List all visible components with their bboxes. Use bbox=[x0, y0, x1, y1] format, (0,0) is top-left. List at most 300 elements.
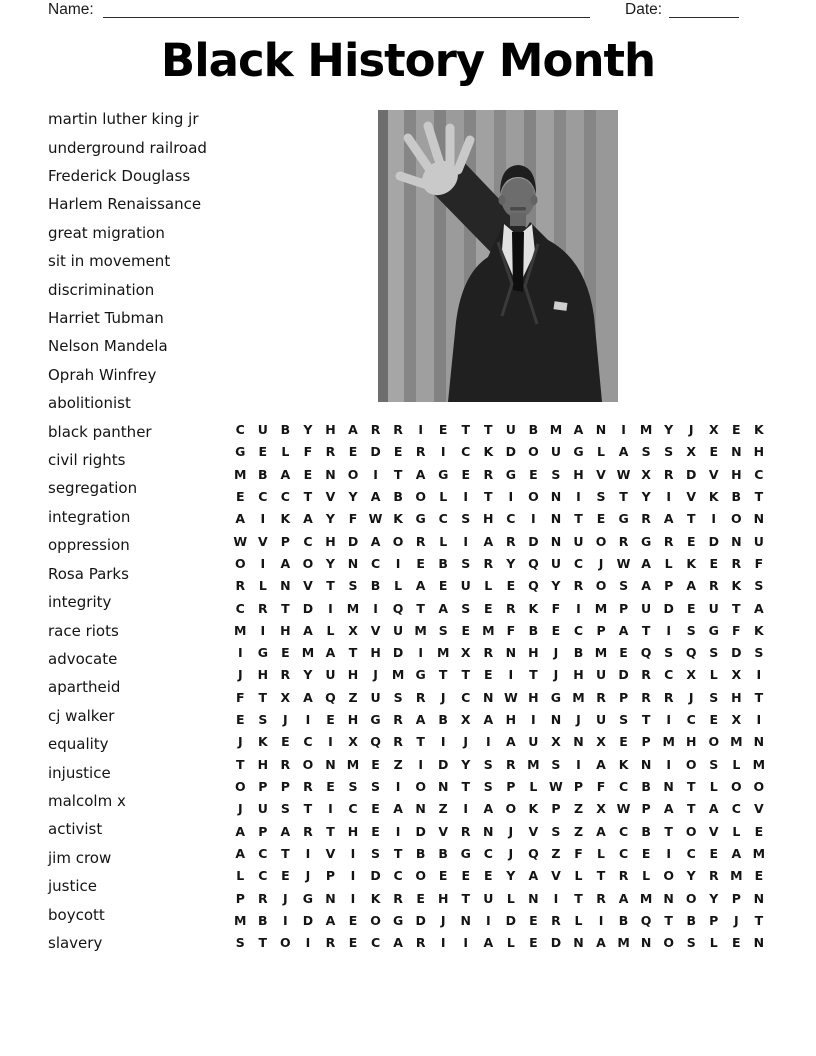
grid-letter[interactable]: I bbox=[463, 533, 469, 549]
grid-letter[interactable]: E bbox=[709, 444, 719, 460]
grid-letter[interactable]: J bbox=[508, 845, 514, 861]
grid-letter[interactable]: A bbox=[596, 935, 606, 951]
grid-letter[interactable]: N bbox=[325, 890, 336, 906]
grid-letter[interactable]: L bbox=[597, 444, 605, 460]
grid-letter[interactable]: R bbox=[258, 600, 268, 616]
grid-letter[interactable]: Q bbox=[640, 912, 652, 928]
grid-letter[interactable]: L bbox=[574, 912, 583, 928]
grid-letter[interactable]: I bbox=[260, 622, 266, 638]
grid-letter[interactable]: A bbox=[596, 756, 606, 772]
grid-letter[interactable]: L bbox=[326, 622, 335, 638]
grid-letter[interactable]: H bbox=[347, 712, 359, 728]
grid-letter[interactable]: H bbox=[731, 466, 742, 482]
grid-letter[interactable]: W bbox=[549, 779, 563, 794]
grid-letter[interactable]: R bbox=[460, 823, 471, 839]
grid-letter[interactable]: C bbox=[258, 868, 268, 884]
grid-letter[interactable]: I bbox=[485, 912, 491, 928]
grid-letter[interactable]: E bbox=[709, 845, 719, 861]
grid-letter[interactable]: G bbox=[415, 511, 426, 527]
grid-letter[interactable]: Y bbox=[641, 488, 651, 504]
grid-letter[interactable]: V bbox=[325, 488, 336, 504]
grid-letter[interactable]: N bbox=[347, 555, 359, 571]
grid-letter[interactable]: L bbox=[439, 533, 448, 549]
grid-letter[interactable]: H bbox=[528, 689, 539, 705]
grid-letter[interactable]: U bbox=[550, 444, 561, 460]
grid-letter[interactable]: J bbox=[305, 868, 311, 884]
grid-letter[interactable]: S bbox=[371, 845, 381, 861]
grid-letter[interactable]: D bbox=[528, 533, 539, 549]
grid-letter[interactable]: T bbox=[461, 667, 470, 683]
grid-letter[interactable]: B bbox=[528, 622, 539, 638]
grid-letter[interactable]: Y bbox=[506, 868, 516, 884]
grid-letter[interactable]: O bbox=[730, 779, 742, 794]
grid-letter[interactable]: A bbox=[483, 801, 494, 817]
grid-letter[interactable]: P bbox=[709, 912, 719, 928]
grid-letter[interactable]: V bbox=[686, 488, 697, 504]
grid-letter[interactable]: X bbox=[280, 689, 291, 705]
grid-letter[interactable]: S bbox=[664, 444, 674, 460]
grid-letter[interactable]: R bbox=[415, 533, 426, 549]
grid-letter[interactable]: A bbox=[731, 845, 742, 861]
grid-letter[interactable]: A bbox=[618, 622, 629, 638]
grid-letter[interactable]: I bbox=[531, 712, 536, 728]
grid-letter[interactable]: M bbox=[730, 868, 743, 884]
grid-letter[interactable]: H bbox=[347, 667, 359, 683]
grid-letter[interactable]: M bbox=[234, 622, 247, 638]
grid-letter[interactable]: R bbox=[415, 935, 426, 951]
grid-letter[interactable]: O bbox=[415, 779, 426, 794]
grid-letter[interactable]: E bbox=[461, 868, 471, 884]
grid-letter[interactable]: E bbox=[393, 444, 403, 460]
grid-letter[interactable]: E bbox=[709, 555, 719, 571]
grid-letter[interactable]: E bbox=[506, 578, 516, 594]
grid-letter[interactable]: S bbox=[483, 756, 493, 772]
grid-letter[interactable]: J bbox=[688, 422, 694, 437]
grid-letter[interactable]: E bbox=[258, 444, 268, 460]
grid-letter[interactable]: S bbox=[754, 645, 764, 661]
grid-letter[interactable]: K bbox=[708, 488, 719, 504]
grid-letter[interactable]: V bbox=[551, 868, 561, 884]
grid-letter[interactable]: A bbox=[686, 578, 697, 594]
grid-letter[interactable]: K bbox=[618, 756, 629, 772]
grid-letter[interactable]: N bbox=[550, 533, 562, 549]
grid-letter[interactable]: T bbox=[326, 578, 335, 594]
grid-letter[interactable]: Q bbox=[370, 734, 381, 750]
grid-letter[interactable]: D bbox=[392, 645, 404, 661]
grid-letter[interactable]: F bbox=[506, 622, 516, 638]
grid-letter[interactable]: R bbox=[325, 935, 336, 951]
grid-letter[interactable]: S bbox=[393, 689, 403, 705]
grid-letter[interactable]: F bbox=[574, 845, 583, 861]
grid-letter[interactable]: E bbox=[596, 511, 606, 527]
grid-letter[interactable]: T bbox=[732, 600, 741, 616]
grid-letter[interactable]: I bbox=[373, 600, 378, 616]
grid-letter[interactable]: E bbox=[303, 466, 313, 482]
grid-letter[interactable]: M bbox=[482, 622, 495, 638]
grid-letter[interactable]: I bbox=[711, 511, 717, 527]
grid-letter[interactable]: A bbox=[528, 868, 539, 884]
grid-letter[interactable]: E bbox=[461, 622, 471, 638]
grid-letter[interactable]: I bbox=[350, 845, 356, 861]
grid-letter[interactable]: X bbox=[731, 667, 742, 683]
grid-letter[interactable]: X bbox=[551, 734, 561, 750]
grid-letter[interactable]: N bbox=[753, 935, 765, 951]
grid-letter[interactable]: V bbox=[438, 823, 449, 839]
grid-letter[interactable]: A bbox=[415, 466, 426, 482]
grid-letter[interactable]: S bbox=[709, 645, 719, 661]
grid-letter[interactable]: P bbox=[641, 801, 651, 817]
grid-letter[interactable]: O bbox=[730, 511, 742, 527]
grid-letter[interactable]: S bbox=[686, 935, 696, 951]
grid-letter[interactable]: H bbox=[573, 466, 584, 482]
grid-letter[interactable]: W bbox=[616, 555, 631, 571]
grid-letter[interactable]: F bbox=[551, 600, 561, 616]
grid-letter[interactable]: S bbox=[461, 555, 471, 571]
grid-letter[interactable]: A bbox=[235, 823, 246, 839]
grid-letter[interactable]: I bbox=[395, 823, 401, 839]
grid-letter[interactable]: R bbox=[415, 689, 426, 705]
grid-letter[interactable]: V bbox=[370, 622, 381, 638]
grid-letter[interactable]: A bbox=[483, 533, 494, 549]
grid-letter[interactable]: T bbox=[484, 488, 493, 504]
grid-letter[interactable]: J bbox=[283, 890, 288, 906]
grid-letter[interactable]: N bbox=[731, 444, 742, 460]
grid-letter[interactable]: A bbox=[393, 935, 403, 951]
grid-letter[interactable]: C bbox=[664, 667, 674, 683]
grid-letter[interactable]: U bbox=[595, 667, 607, 683]
grid-letter[interactable]: J bbox=[373, 667, 378, 683]
grid-letter[interactable]: R bbox=[596, 890, 606, 906]
grid-letter[interactable]: Y bbox=[686, 868, 696, 884]
grid-letter[interactable]: X bbox=[641, 466, 651, 482]
grid-letter[interactable]: I bbox=[463, 801, 469, 817]
grid-letter[interactable]: D bbox=[347, 533, 359, 549]
grid-letter[interactable]: J bbox=[733, 912, 739, 928]
grid-letter[interactable]: B bbox=[731, 488, 742, 504]
grid-letter[interactable]: I bbox=[756, 667, 762, 683]
grid-letter[interactable]: N bbox=[640, 756, 652, 772]
grid-letter[interactable]: M bbox=[346, 600, 360, 616]
grid-letter[interactable]: T bbox=[258, 935, 268, 951]
grid-letter[interactable]: I bbox=[418, 756, 423, 772]
grid-letter[interactable]: W bbox=[368, 511, 383, 527]
grid-letter[interactable]: A bbox=[438, 600, 449, 616]
grid-letter[interactable]: Z bbox=[438, 801, 448, 817]
grid-letter[interactable]: T bbox=[529, 667, 538, 683]
grid-letter[interactable]: E bbox=[529, 935, 538, 951]
grid-letter[interactable]: U bbox=[257, 801, 268, 817]
grid-letter[interactable]: J bbox=[553, 667, 559, 683]
grid-letter[interactable]: R bbox=[618, 868, 629, 884]
grid-letter[interactable]: I bbox=[440, 444, 446, 460]
grid-letter[interactable]: U bbox=[257, 422, 268, 437]
grid-letter[interactable]: X bbox=[708, 422, 719, 437]
grid-letter[interactable]: S bbox=[551, 466, 561, 482]
grid-letter[interactable]: E bbox=[529, 466, 538, 482]
grid-letter[interactable]: U bbox=[595, 712, 607, 728]
grid-letter[interactable]: E bbox=[371, 756, 380, 772]
grid-letter[interactable]: U bbox=[483, 890, 494, 906]
grid-letter[interactable]: O bbox=[528, 444, 539, 460]
grid-letter[interactable]: L bbox=[597, 845, 605, 861]
grid-letter[interactable]: Z bbox=[348, 689, 358, 705]
grid-letter[interactable]: N bbox=[528, 890, 539, 906]
grid-letter[interactable]: E bbox=[551, 622, 561, 638]
grid-letter[interactable]: S bbox=[686, 622, 696, 638]
grid-letter[interactable]: J bbox=[598, 555, 604, 571]
grid-letter[interactable]: L bbox=[281, 444, 290, 460]
grid-letter[interactable]: K bbox=[754, 422, 764, 437]
grid-letter[interactable]: H bbox=[753, 444, 765, 460]
grid-letter[interactable]: G bbox=[438, 466, 449, 482]
grid-letter[interactable]: E bbox=[461, 466, 471, 482]
grid-letter[interactable]: G bbox=[257, 645, 268, 661]
grid-letter[interactable]: I bbox=[553, 890, 559, 906]
grid-letter[interactable]: E bbox=[484, 600, 493, 616]
grid-letter[interactable]: S bbox=[280, 801, 290, 817]
grid-letter[interactable]: H bbox=[528, 645, 539, 661]
grid-letter[interactable]: H bbox=[483, 511, 494, 527]
grid-letter[interactable]: D bbox=[415, 823, 426, 839]
grid-letter[interactable]: I bbox=[237, 645, 243, 661]
grid-letter[interactable]: E bbox=[529, 912, 538, 928]
grid-letter[interactable]: R bbox=[303, 779, 313, 794]
grid-letter[interactable]: R bbox=[393, 422, 403, 437]
grid-letter[interactable]: L bbox=[506, 890, 515, 906]
grid-letter[interactable]: L bbox=[574, 868, 583, 884]
grid-letter[interactable]: D bbox=[708, 533, 719, 549]
grid-letter[interactable]: J bbox=[440, 912, 446, 928]
grid-letter[interactable]: D bbox=[415, 912, 426, 928]
grid-letter[interactable]: N bbox=[753, 890, 765, 906]
grid-letter[interactable]: O bbox=[302, 756, 314, 772]
grid-letter[interactable]: T bbox=[754, 912, 764, 928]
grid-letter[interactable]: K bbox=[370, 890, 381, 906]
grid-letter[interactable]: N bbox=[550, 488, 562, 504]
grid-letter[interactable]: T bbox=[641, 622, 651, 638]
grid-letter[interactable]: L bbox=[394, 578, 403, 594]
grid-letter[interactable]: E bbox=[348, 444, 358, 460]
grid-letter[interactable]: Q bbox=[528, 578, 539, 594]
grid-letter[interactable]: U bbox=[325, 667, 336, 683]
grid-letter[interactable]: L bbox=[709, 779, 718, 794]
grid-letter[interactable]: S bbox=[438, 622, 448, 638]
grid-letter[interactable]: C bbox=[731, 801, 741, 817]
grid-letter[interactable]: L bbox=[642, 868, 651, 884]
grid-letter[interactable]: M bbox=[234, 466, 247, 482]
grid-letter[interactable]: E bbox=[236, 488, 245, 504]
grid-letter[interactable]: E bbox=[371, 801, 380, 817]
grid-letter[interactable]: E bbox=[281, 645, 290, 661]
grid-letter[interactable]: M bbox=[752, 845, 766, 861]
grid-letter[interactable]: M bbox=[752, 756, 766, 772]
grid-letter[interactable]: W bbox=[616, 801, 631, 817]
grid-letter[interactable]: E bbox=[641, 845, 651, 861]
grid-letter[interactable]: P bbox=[618, 600, 629, 616]
grid-letter[interactable]: N bbox=[550, 511, 562, 527]
grid-letter[interactable]: B bbox=[393, 488, 403, 504]
grid-letter[interactable]: U bbox=[370, 689, 381, 705]
grid-letter[interactable]: R bbox=[708, 868, 719, 884]
grid-letter[interactable]: A bbox=[641, 555, 651, 571]
grid-letter[interactable]: U bbox=[753, 533, 764, 549]
grid-letter[interactable]: R bbox=[663, 689, 674, 705]
grid-letter[interactable]: A bbox=[415, 712, 426, 728]
grid-letter[interactable]: A bbox=[280, 555, 291, 571]
grid-letter[interactable]: I bbox=[666, 488, 671, 504]
grid-letter[interactable]: C bbox=[686, 845, 696, 861]
grid-letter[interactable]: Y bbox=[303, 667, 313, 683]
grid-letter[interactable]: A bbox=[663, 801, 674, 817]
grid-letter[interactable]: T bbox=[416, 734, 425, 750]
grid-letter[interactable]: T bbox=[619, 488, 628, 504]
grid-letter[interactable]: X bbox=[686, 444, 697, 460]
grid-letter[interactable]: L bbox=[236, 868, 245, 884]
grid-letter[interactable]: N bbox=[573, 734, 584, 750]
grid-letter[interactable]: A bbox=[708, 801, 719, 817]
grid-letter[interactable]: N bbox=[437, 779, 449, 794]
grid-letter[interactable]: I bbox=[305, 935, 311, 951]
grid-letter[interactable]: N bbox=[753, 511, 765, 527]
grid-letter[interactable]: T bbox=[686, 779, 696, 794]
grid-letter[interactable]: I bbox=[395, 779, 401, 794]
grid-letter[interactable]: U bbox=[505, 422, 516, 437]
grid-letter[interactable]: J bbox=[508, 823, 514, 839]
grid-letter[interactable]: P bbox=[641, 734, 651, 750]
grid-letter[interactable]: Y bbox=[506, 555, 516, 571]
grid-letter[interactable]: P bbox=[280, 779, 290, 794]
grid-letter[interactable]: G bbox=[302, 890, 314, 906]
grid-letter[interactable]: B bbox=[370, 578, 381, 594]
grid-letter[interactable]: R bbox=[370, 422, 381, 437]
grid-letter[interactable]: G bbox=[618, 511, 629, 527]
grid-letter[interactable]: M bbox=[639, 422, 653, 437]
grid-letter[interactable]: U bbox=[550, 555, 561, 571]
grid-letter[interactable]: H bbox=[325, 533, 336, 549]
grid-letter[interactable]: X bbox=[348, 734, 358, 750]
grid-letter[interactable]: A bbox=[483, 935, 494, 951]
grid-letter[interactable]: C bbox=[303, 533, 313, 549]
grid-letter[interactable]: T bbox=[664, 823, 673, 839]
grid-letter[interactable]: T bbox=[596, 868, 606, 884]
grid-letter[interactable]: A bbox=[641, 578, 651, 594]
grid-letter[interactable]: H bbox=[280, 622, 291, 638]
grid-letter[interactable]: P bbox=[596, 622, 606, 638]
grid-letter[interactable]: G bbox=[392, 912, 404, 928]
grid-letter[interactable]: V bbox=[303, 578, 313, 594]
grid-letter[interactable]: T bbox=[754, 689, 764, 705]
grid-letter[interactable]: I bbox=[508, 667, 514, 683]
grid-letter[interactable]: L bbox=[529, 779, 538, 794]
grid-letter[interactable]: Y bbox=[461, 756, 471, 772]
grid-letter[interactable]: N bbox=[415, 801, 426, 817]
grid-letter[interactable]: D bbox=[686, 466, 697, 482]
grid-letter[interactable]: S bbox=[551, 756, 561, 772]
grid-letter[interactable]: E bbox=[709, 712, 719, 728]
grid-letter[interactable]: A bbox=[596, 823, 606, 839]
grid-letter[interactable]: T bbox=[461, 779, 470, 794]
grid-letter[interactable]: A bbox=[573, 422, 584, 437]
grid-letter[interactable]: M bbox=[662, 734, 675, 750]
grid-letter[interactable]: N bbox=[663, 890, 674, 906]
grid-letter[interactable]: L bbox=[732, 756, 741, 772]
grid-letter[interactable]: S bbox=[709, 689, 719, 705]
grid-letter[interactable]: N bbox=[505, 645, 517, 661]
grid-letter[interactable]: C bbox=[280, 488, 290, 504]
grid-letter[interactable]: K bbox=[686, 555, 697, 571]
grid-letter[interactable]: Z bbox=[573, 801, 584, 817]
grid-letter[interactable]: G bbox=[415, 667, 426, 683]
grid-letter[interactable]: U bbox=[641, 600, 652, 616]
grid-letter[interactable]: N bbox=[550, 712, 562, 728]
grid-letter[interactable]: L bbox=[439, 488, 448, 504]
grid-letter[interactable]: T bbox=[664, 912, 673, 928]
grid-letter[interactable]: Q bbox=[325, 689, 336, 705]
grid-letter[interactable]: Q bbox=[528, 845, 539, 861]
grid-letter[interactable]: I bbox=[576, 756, 581, 772]
grid-letter[interactable]: K bbox=[754, 622, 764, 638]
grid-letter[interactable]: I bbox=[756, 712, 762, 728]
grid-letter[interactable]: G bbox=[235, 444, 246, 460]
grid-letter[interactable]: U bbox=[460, 578, 471, 594]
grid-letter[interactable]: R bbox=[483, 466, 494, 482]
grid-letter[interactable]: A bbox=[280, 823, 291, 839]
grid-letter[interactable]: A bbox=[663, 511, 674, 527]
grid-letter[interactable]: Y bbox=[325, 511, 335, 527]
grid-letter[interactable]: C bbox=[258, 488, 268, 504]
grid-letter[interactable]: O bbox=[302, 555, 314, 571]
grid-letter[interactable]: A bbox=[348, 422, 358, 437]
grid-letter[interactable]: U bbox=[708, 600, 719, 616]
grid-letter[interactable]: E bbox=[484, 868, 493, 884]
grid-letter[interactable]: A bbox=[393, 801, 403, 817]
grid-letter[interactable]: Y bbox=[348, 488, 358, 504]
grid-letter[interactable]: I bbox=[305, 712, 311, 728]
grid-letter[interactable]: X bbox=[348, 622, 358, 638]
grid-letter[interactable]: K bbox=[393, 511, 403, 527]
grid-letter[interactable]: C bbox=[461, 689, 471, 705]
grid-letter[interactable]: E bbox=[348, 912, 358, 928]
grid-letter[interactable]: T bbox=[574, 511, 583, 527]
grid-letter[interactable]: S bbox=[461, 600, 471, 616]
grid-letter[interactable]: I bbox=[485, 734, 491, 750]
grid-letter[interactable]: E bbox=[686, 533, 696, 549]
grid-letter[interactable]: Y bbox=[664, 422, 674, 437]
grid-letter[interactable]: C bbox=[573, 555, 584, 571]
grid-letter[interactable]: M bbox=[730, 734, 743, 750]
grid-letter[interactable]: R bbox=[641, 667, 651, 683]
grid-letter[interactable]: S bbox=[235, 935, 245, 951]
grid-letter[interactable]: F bbox=[596, 779, 606, 794]
grid-letter[interactable]: W bbox=[233, 533, 248, 549]
grid-letter[interactable]: T bbox=[438, 667, 448, 683]
grid-letter[interactable]: G bbox=[550, 689, 562, 705]
grid-letter[interactable]: T bbox=[641, 712, 651, 728]
grid-letter[interactable]: G bbox=[460, 845, 471, 861]
grid-letter[interactable]: I bbox=[508, 488, 514, 504]
grid-letter[interactable]: A bbox=[303, 511, 313, 527]
grid-letter[interactable]: M bbox=[391, 667, 405, 683]
grid-letter[interactable]: E bbox=[416, 555, 425, 571]
grid-letter[interactable]: I bbox=[260, 511, 266, 527]
grid-letter[interactable]: I bbox=[598, 912, 604, 928]
grid-letter[interactable]: S bbox=[371, 779, 381, 794]
grid-letter[interactable]: R bbox=[708, 578, 719, 594]
grid-letter[interactable]: M bbox=[594, 645, 608, 661]
grid-letter[interactable]: Z bbox=[393, 756, 403, 772]
grid-letter[interactable]: I bbox=[395, 555, 401, 571]
grid-letter[interactable]: O bbox=[415, 868, 426, 884]
